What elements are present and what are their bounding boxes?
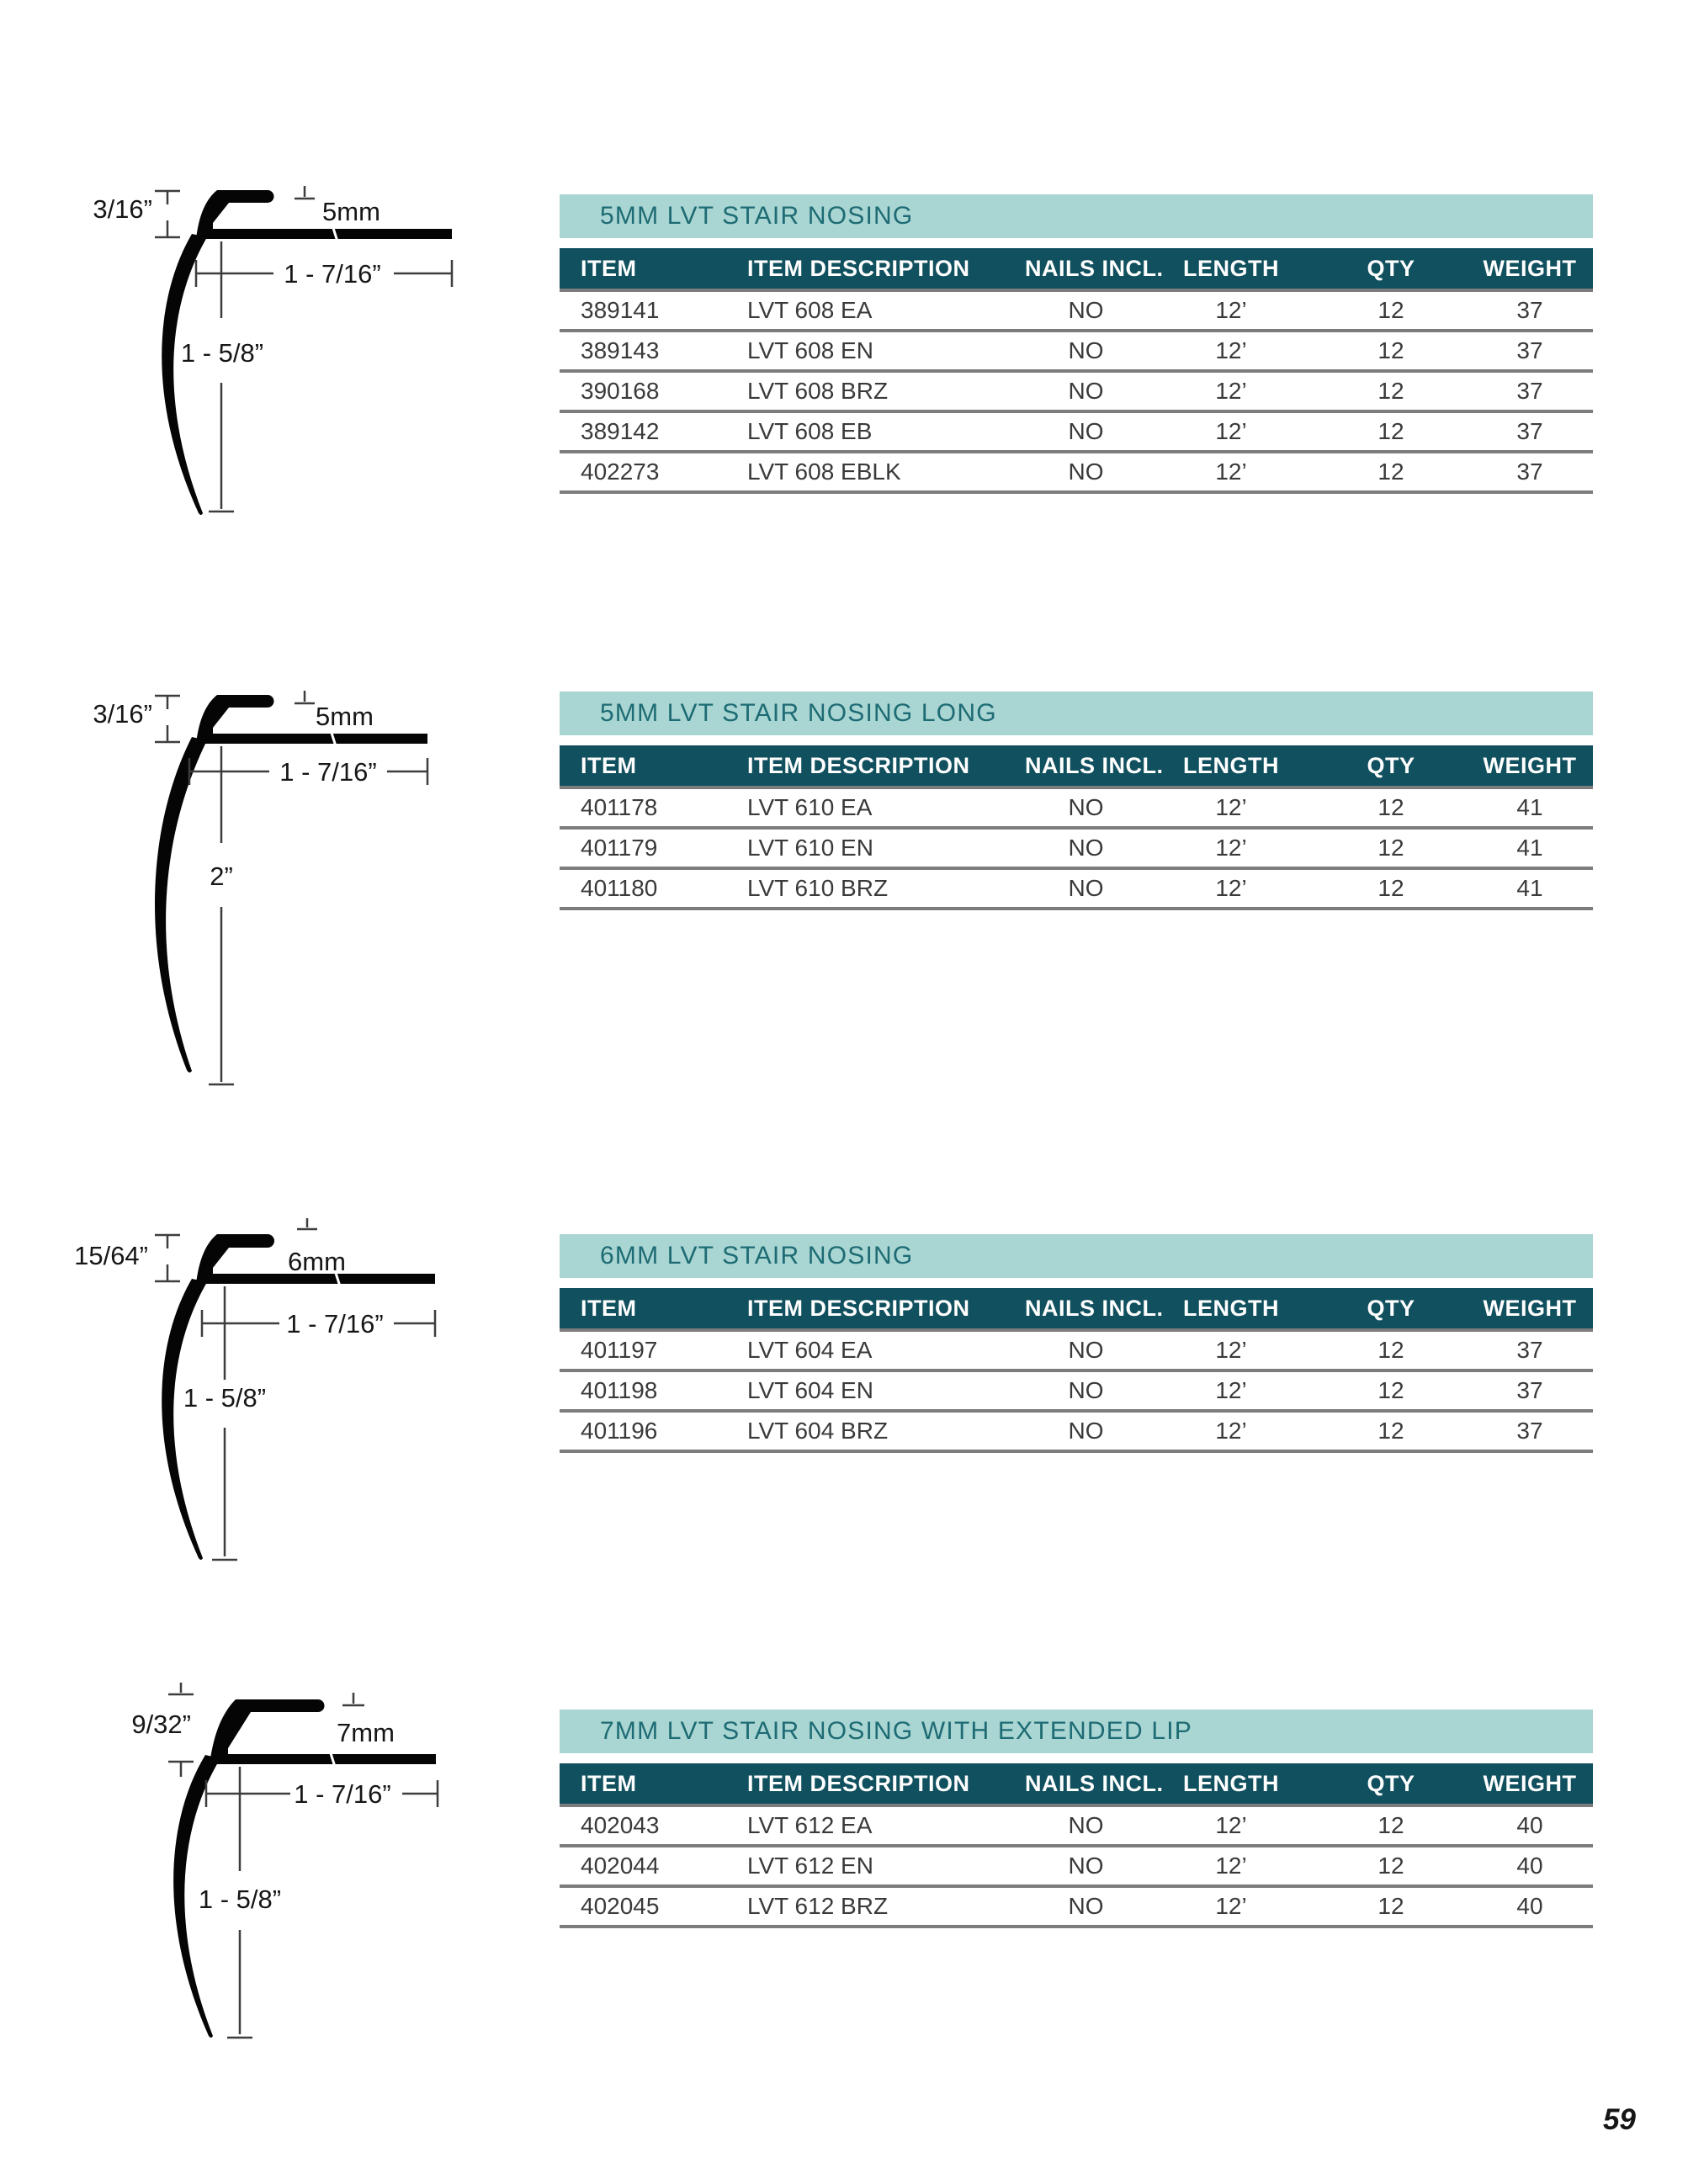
- section-5mm-lvt-stair-nosing: [560, 194, 1593, 494]
- qty: 12: [1377, 378, 1404, 404]
- item-number: 402273: [581, 459, 660, 485]
- table-row: [560, 1372, 1593, 1413]
- weight: 40: [1516, 1812, 1543, 1838]
- item-number: 401198: [581, 1377, 658, 1403]
- length: 12’: [1215, 1377, 1247, 1403]
- nosing-profile-shape: [196, 695, 427, 744]
- length: 12’: [1215, 794, 1247, 820]
- qty: 12: [1377, 835, 1404, 861]
- item-description: LVT 610 BRZ: [747, 875, 889, 901]
- item-description: LVT 610 EA: [747, 794, 873, 820]
- section-title-bar: [560, 1234, 1593, 1278]
- table-row: [560, 373, 1593, 413]
- length: 12’: [1215, 1418, 1247, 1444]
- dim-material-thickness: 5mm: [322, 197, 380, 226]
- section-6mm-lvt-stair-nosing: [560, 1234, 1593, 1453]
- qty: 12: [1377, 459, 1404, 485]
- item-description: LVT 608 EA: [747, 297, 873, 323]
- qty: 12: [1377, 875, 1404, 901]
- nails-included: NO: [1068, 1853, 1104, 1879]
- weight: 40: [1516, 1893, 1543, 1919]
- column-header-nails: NAILS INCL.: [1025, 1770, 1164, 1796]
- dim-base-width: 1 - 7/16”: [286, 1309, 384, 1338]
- dim-base-width: 1 - 7/16”: [279, 757, 377, 787]
- weight: 41: [1516, 794, 1543, 820]
- dim-profile-height: 9/32”: [131, 1710, 191, 1739]
- length: 12’: [1215, 1812, 1247, 1838]
- qty: 12: [1377, 1418, 1404, 1444]
- dim-profile-height: 3/16”: [93, 194, 152, 224]
- item-description: LVT 610 EN: [747, 835, 873, 861]
- length: 12’: [1215, 459, 1247, 485]
- nails-included: NO: [1068, 875, 1104, 901]
- qty: 12: [1377, 1893, 1404, 1919]
- column-header-nails: NAILS INCL.: [1025, 255, 1164, 281]
- column-header-qty: QTY: [1367, 1770, 1415, 1796]
- nails-included: NO: [1068, 794, 1104, 820]
- table-row: [560, 870, 1593, 910]
- column-header-description: ITEM DESCRIPTION: [747, 255, 970, 281]
- table-row: [560, 789, 1593, 830]
- diagram-6mm-stair-nosing: [74, 1218, 435, 1560]
- weight: 37: [1516, 337, 1543, 363]
- section-title: 6MM LVT STAIR NOSING: [600, 1242, 914, 1270]
- qty: 12: [1377, 337, 1404, 363]
- item-description: LVT 612 EN: [747, 1853, 873, 1879]
- dim-base-width: 1 - 7/16”: [284, 259, 381, 289]
- table-row: [560, 292, 1593, 332]
- section-5mm-lvt-stair-nosing-long: [560, 692, 1593, 910]
- length: 12’: [1215, 1893, 1247, 1919]
- qty: 12: [1377, 418, 1404, 444]
- item-description: LVT 612 EA: [747, 1812, 873, 1838]
- dim-leg-length: 1 - 5/8”: [198, 1884, 282, 1914]
- item-number: 390168: [581, 378, 660, 404]
- diagram-7mm-stair-nosing-extended-lip: [131, 1683, 438, 2038]
- qty: 12: [1377, 1853, 1404, 1879]
- nails-included: NO: [1068, 337, 1104, 363]
- column-header-length: LENGTH: [1183, 752, 1279, 778]
- column-header-qty: QTY: [1367, 1295, 1415, 1321]
- item-description: LVT 608 EN: [747, 337, 873, 363]
- length: 12’: [1215, 1853, 1247, 1879]
- column-header-weight: WEIGHT: [1483, 752, 1577, 778]
- dim-base-width: 1 - 7/16”: [294, 1779, 391, 1809]
- table-row: [560, 1847, 1593, 1888]
- length: 12’: [1215, 835, 1247, 861]
- nosing-profile-shape: [210, 1699, 436, 1764]
- dim-leg-length: 2”: [210, 861, 233, 891]
- nosing-leg-shape: [162, 1279, 207, 1560]
- section-title: 7MM LVT STAIR NOSING WITH EXTENDED LIP: [600, 1717, 1193, 1745]
- nails-included: NO: [1068, 1377, 1104, 1403]
- column-header-nails: NAILS INCL.: [1025, 752, 1164, 778]
- item-number: 402044: [581, 1853, 660, 1879]
- dim-material-thickness: 6mm: [288, 1247, 346, 1276]
- item-number: 402043: [581, 1812, 660, 1838]
- nails-included: NO: [1068, 1812, 1104, 1838]
- length: 12’: [1215, 297, 1247, 323]
- column-header-item: ITEM: [581, 1295, 637, 1321]
- column-header-length: LENGTH: [1183, 1295, 1279, 1321]
- nails-included: NO: [1068, 1893, 1104, 1919]
- dim-leg-length: 1 - 5/8”: [180, 338, 264, 368]
- column-header-length: LENGTH: [1183, 255, 1279, 281]
- item-number: 401196: [581, 1418, 658, 1444]
- table-header-row: [560, 1763, 1593, 1807]
- weight: 37: [1516, 459, 1543, 485]
- dim-profile-height: 3/16”: [93, 699, 152, 729]
- length: 12’: [1215, 1337, 1247, 1363]
- table-header-row: [560, 745, 1593, 789]
- weight: 40: [1516, 1853, 1543, 1879]
- nails-included: NO: [1068, 418, 1104, 444]
- weight: 37: [1516, 1377, 1543, 1403]
- nosing-leg-shape: [162, 234, 207, 515]
- qty: 12: [1377, 1377, 1404, 1403]
- nails-included: NO: [1068, 459, 1104, 485]
- qty: 12: [1377, 794, 1404, 820]
- column-header-item: ITEM: [581, 752, 637, 778]
- column-header-item: ITEM: [581, 1770, 637, 1796]
- nosing-leg-shape: [155, 737, 207, 1073]
- dim-material-thickness: 7mm: [337, 1718, 395, 1747]
- column-header-description: ITEM DESCRIPTION: [747, 752, 970, 778]
- section-title: 5MM LVT STAIR NOSING: [600, 202, 914, 230]
- item-description: LVT 608 BRZ: [747, 378, 889, 404]
- nails-included: NO: [1068, 1337, 1104, 1363]
- item-number: 401180: [581, 875, 658, 901]
- length: 12’: [1215, 418, 1247, 444]
- item-number: 389142: [581, 418, 660, 444]
- item-number: 401178: [581, 794, 658, 820]
- nails-included: NO: [1068, 297, 1104, 323]
- table-row: [560, 332, 1593, 373]
- qty: 12: [1377, 1812, 1404, 1838]
- dim-leg-length: 1 - 5/8”: [183, 1383, 267, 1413]
- nails-included: NO: [1068, 835, 1104, 861]
- column-header-weight: WEIGHT: [1483, 1295, 1577, 1321]
- weight: 37: [1516, 1337, 1543, 1363]
- section-7mm-lvt-stair-nosing-extended-lip: [560, 1710, 1593, 1928]
- table-row: [560, 830, 1593, 870]
- item-number: 401197: [581, 1337, 658, 1363]
- column-header-length: LENGTH: [1183, 1770, 1279, 1796]
- weight: 37: [1516, 418, 1543, 444]
- qty: 12: [1377, 297, 1404, 323]
- weight: 37: [1516, 378, 1543, 404]
- section-title: 5MM LVT STAIR NOSING LONG: [600, 699, 997, 727]
- page-number: 59: [1603, 2103, 1636, 2136]
- weight: 37: [1516, 1418, 1543, 1444]
- weight: 41: [1516, 875, 1543, 901]
- dim-profile-height: 15/64”: [74, 1241, 148, 1270]
- item-number: 402045: [581, 1893, 660, 1919]
- item-number: 401179: [581, 835, 658, 861]
- section-title-bar: [560, 692, 1593, 735]
- section-title-bar: [560, 194, 1593, 238]
- column-header-weight: WEIGHT: [1483, 1770, 1577, 1796]
- length: 12’: [1215, 378, 1247, 404]
- table-header-row: [560, 1288, 1593, 1332]
- qty: 12: [1377, 1337, 1404, 1363]
- table-row: [560, 1413, 1593, 1453]
- item-description: LVT 604 EA: [747, 1337, 873, 1363]
- table-row: [560, 1332, 1593, 1372]
- dim-material-thickness: 5mm: [316, 702, 374, 731]
- length: 12’: [1215, 337, 1247, 363]
- table-header-row: [560, 248, 1593, 292]
- table-row: [560, 413, 1593, 453]
- column-header-description: ITEM DESCRIPTION: [747, 1295, 970, 1321]
- item-description: LVT 604 BRZ: [747, 1418, 889, 1444]
- column-header-item: ITEM: [581, 255, 637, 281]
- weight: 37: [1516, 297, 1543, 323]
- table-row: [560, 453, 1593, 494]
- length: 12’: [1215, 875, 1247, 901]
- table-row: [560, 1807, 1593, 1847]
- nails-included: NO: [1068, 1418, 1104, 1444]
- diagram-5mm-stair-nosing: [93, 186, 452, 515]
- item-description: LVT 608 EBLK: [747, 459, 901, 485]
- column-header-qty: QTY: [1367, 255, 1415, 281]
- nails-included: NO: [1068, 378, 1104, 404]
- table-row: [560, 1888, 1593, 1928]
- weight: 41: [1516, 835, 1543, 861]
- item-description: LVT 612 BRZ: [747, 1893, 889, 1919]
- item-description: LVT 604 EN: [747, 1377, 873, 1403]
- column-header-nails: NAILS INCL.: [1025, 1295, 1164, 1321]
- item-number: 389143: [581, 337, 660, 363]
- column-header-qty: QTY: [1367, 752, 1415, 778]
- item-number: 389141: [581, 297, 660, 323]
- column-header-weight: WEIGHT: [1483, 255, 1577, 281]
- section-title-bar: [560, 1710, 1593, 1753]
- item-description: LVT 608 EB: [747, 418, 873, 444]
- diagram-5mm-stair-nosing-long: [93, 691, 427, 1084]
- column-header-description: ITEM DESCRIPTION: [747, 1770, 970, 1796]
